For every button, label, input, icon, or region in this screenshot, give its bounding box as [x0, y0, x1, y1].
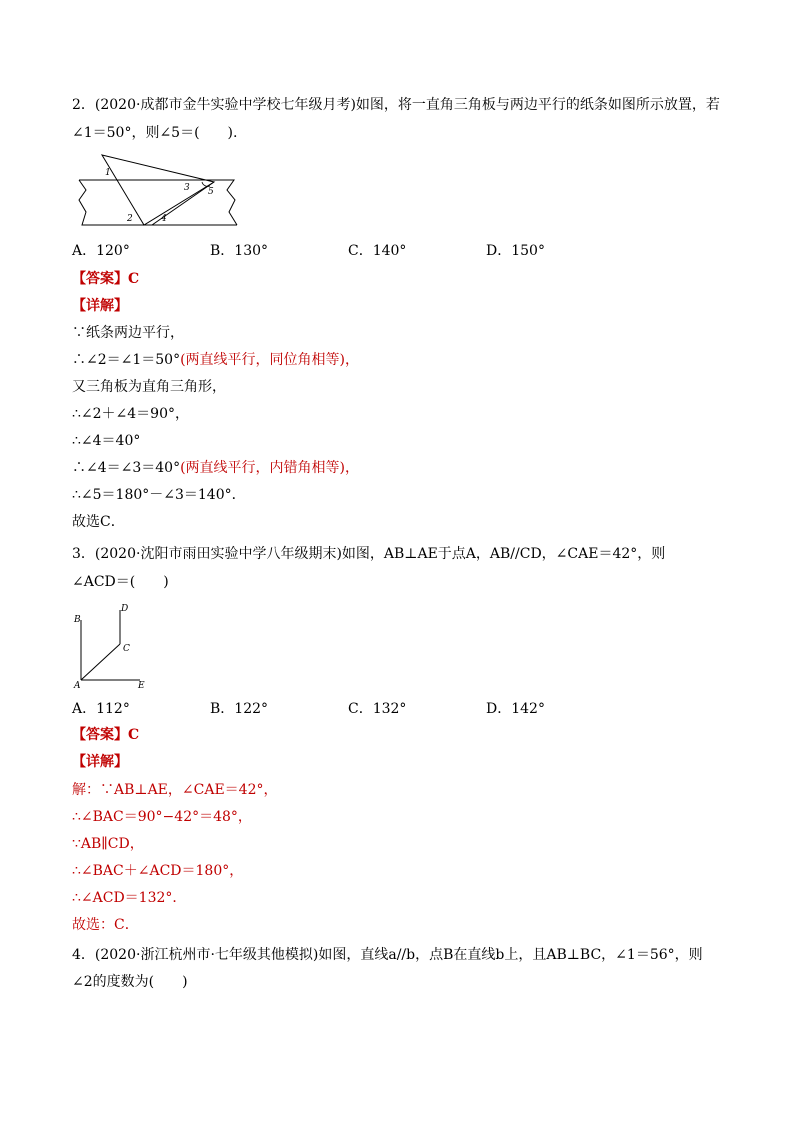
q2-answer: 【答案】C: [72, 271, 140, 287]
q2-fig-label-4: 4: [161, 214, 167, 224]
q3-option-b: B．122°: [210, 701, 269, 717]
q2-stem-line2: ∠1＝50°，则∠5＝( ).: [72, 125, 238, 141]
q3-solution-line2: ∴∠BAC＝90°−42°＝48°，: [72, 809, 252, 825]
q2-option-c: C．140°: [348, 243, 407, 259]
q2-solution-line5: ∴∠4＝40°: [72, 433, 141, 449]
q2-solution-line6: ∴∠4＝∠3＝40°(两直线平行，内错角相等)，: [72, 460, 360, 476]
q2-conclusion: 故选C．: [72, 514, 125, 530]
q3-fig-label-d: D: [121, 604, 129, 614]
q3-fig-label-c: C: [123, 644, 130, 654]
q3-figure: [70, 600, 160, 692]
q3-fig-label-b: B: [74, 615, 81, 625]
q3-option-c: C．132°: [348, 701, 407, 717]
q3-detail-tag: 【详解】: [72, 754, 128, 770]
q3-option-d: D．142°: [486, 701, 545, 717]
q3-fig-label-a: A: [74, 681, 81, 691]
q3-stem-line1: 3．(2020·沈阳市雨田实验中学八年级期末)如图，AB⊥AE于点A，AB//CD，∠CAE＝42°，则: [72, 546, 666, 562]
q3-stem-line2: ∠ACD＝( ): [72, 574, 169, 590]
q2-solution-line4: ∴∠2＋∠4＝90°，: [72, 406, 189, 422]
q2-solution-line3: 又三角板为直角三角形，: [72, 379, 226, 395]
q4-stem-line2: ∠2的度数为( ): [72, 974, 188, 990]
q3-option-a: A．112°: [72, 701, 130, 717]
q3-solution-line3: ∵AB∥CD，: [72, 836, 144, 852]
q2-solution-line1: ∵纸条两边平行，: [72, 325, 184, 341]
q2-stem-line1: 2．(2020·成都市金牛实验中学校七年级月考)如图，将一直角三角板与两边平行的纸条如图所示放置，若: [72, 97, 720, 113]
q2-figure: [74, 150, 244, 230]
q3-answer: 【答案】C: [72, 727, 140, 743]
q3-solution-line5: ∴∠ACD＝132°．: [72, 890, 187, 906]
q2-fig-label-2: 2: [127, 214, 133, 224]
q2-option-a: A．120°: [72, 243, 130, 259]
q3-conclusion: 故选：C．: [72, 917, 139, 933]
q2-detail-tag: 【详解】: [72, 298, 128, 314]
q2-solution-line7: ∴∠5＝180°－∠3＝140°．: [72, 487, 246, 503]
q3-solution-line1: 解：∵AB⊥AE，∠CAE＝42°，: [72, 782, 278, 798]
q2-fig-label-3: 3: [184, 183, 190, 193]
q3-fig-label-e: E: [138, 681, 145, 691]
q2-option-b: B．130°: [210, 243, 269, 259]
q3-solution-line4: ∴∠BAC＋∠ACD＝180°，: [72, 863, 244, 879]
q2-solution-line2: ∴∠2＝∠1＝50°(两直线平行，同位角相等)，: [72, 352, 360, 368]
q2-fig-label-5: 5: [208, 187, 214, 197]
q2-fig-label-1: 1: [105, 168, 111, 178]
q4-stem-line1: 4．(2020·浙江杭州市·七年级其他模拟)如图，直线a//b，点B在直线b上，且AB⊥BC，∠1＝56°，则: [72, 947, 703, 963]
q2-option-d: D．150°: [486, 243, 545, 259]
